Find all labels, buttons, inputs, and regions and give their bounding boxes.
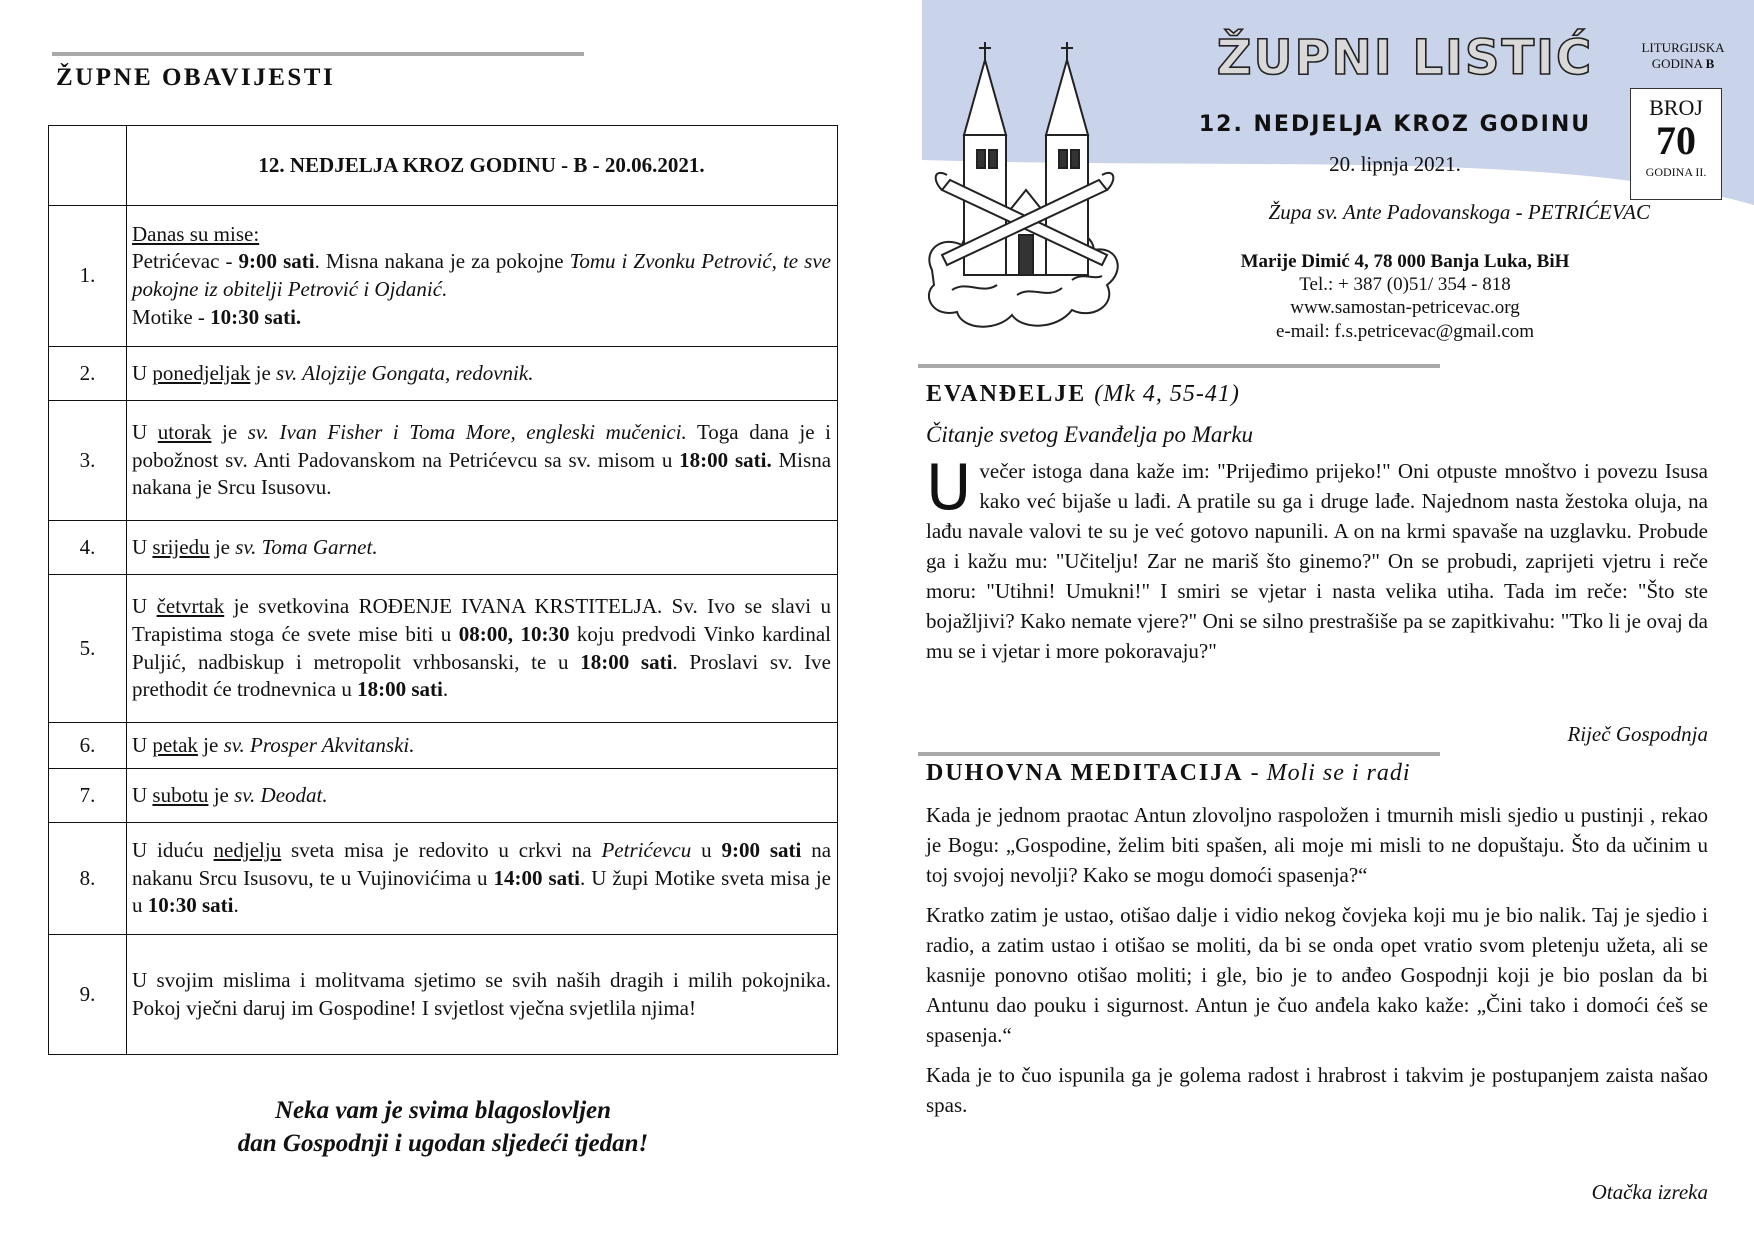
table-header-row — [49, 126, 838, 206]
issue-year: GODINA II. — [1645, 165, 1707, 179]
notices-table — [48, 125, 838, 1055]
issue-title: 12. NEDJELJA KROZ GODINU — [1198, 112, 1592, 137]
table-row — [49, 347, 838, 401]
table-row — [49, 723, 838, 769]
issue-number-label: BROJ — [1649, 95, 1703, 120]
address: Marije Dimić 4, 78 000 Banja Luka, BiH — [1240, 251, 1570, 272]
table-row — [49, 521, 838, 575]
meditation-paragraph: Kratko zatim je ustao, otišao dalje i vidio nekog čovjeka koji mu je bio nalik. Taj je sjedio i radio, a zatim ustao i otišao se moliti, da bi se onda opet vratio svom pletenju užeta, ali se kasnije ponovno otišao moliti; i gle, bio je to anđeo Gospodnji koji je bio poslan da bi Antunu dao pouku i sigurnost. Antun je čuo anđela kako kaže: „Čini tako i domoći ćeš se spasenja.“ — [926, 903, 1708, 1048]
notice-text: U srijedu je sv. Toma Garnet. — [127, 521, 838, 575]
issue-number-box — [1630, 88, 1722, 200]
table-header-title: 12. NEDJELJA KROZ GODINU - B - 20.06.2021. — [127, 126, 838, 206]
row-number: 6. — [49, 723, 127, 769]
gospel-closing: Riječ Gospodnja — [1567, 722, 1708, 746]
table-row — [49, 823, 838, 935]
issue-date: 20. lipnja 2021. — [1329, 152, 1461, 176]
website: www.samostan-petricevac.org — [1290, 297, 1520, 319]
meditation-source: Otačka izreka — [1591, 1180, 1708, 1204]
gospel-text: Uvečer istoga dana kaže im: "Prijeđimo prijeko!" Oni otpuste mnoštvo i povezu Isusa kako već bijaše u lađi. A pratile su ga i druge lađe. Najednom nasta žestoka oluja, na lađu navale valovi te su je već gotovo napunili. A on na krmi spavaše na uzglavku. Probude ga i kažu mu: "Učitelju! Zar ne mariš što ginemo?" On se probudi, zaprijeti vjetru i reče moru: "Utihni! Umukni!" I smiri se vjetar i nasta velika utiha. Tada im reče: "Što ste bojažljivi? Kako nemate vjere?" Oni se silno prestrašiše pa se zapitkivahu: "Tko li je ovaj da mu se i vjetar i more pokoravaju?" — [926, 451, 1708, 664]
notice-text: U utorak je sv. Ivan Fisher i Toma More, engleski mučenici. Toga dana je i pobožnost sv. Anti Padovanskom na Petrićevcu sa sv. misom u 18:00 sati. Misna nakana je Srcu Isusovu. — [127, 401, 838, 521]
phone: Tel.: + 387 (0)51/ 354 - 818 — [1299, 274, 1511, 296]
row-number: 8. — [49, 823, 127, 935]
table-row — [49, 769, 838, 823]
table-row — [49, 935, 838, 1055]
gospel-rule — [918, 364, 1440, 368]
row-number: 4. — [49, 521, 127, 575]
row-number: 1. — [49, 206, 127, 347]
meditation-paragraph: Kada je jednom praotac Antun zlovoljno raspoložen i tmurnih misli sjedio u pustinji , rekao je Bogu: „Gospodine, želim biti spašen, ali moje mi misli to ne dopuštaju. Što da učinim u toj svojoj nevolji? Kako se mogu domoći spasenja?“ — [926, 803, 1708, 888]
notice-text: U petak je sv. Prosper Akvitanski. — [127, 723, 838, 769]
notice-text: U subotu je sv. Deodat. — [127, 769, 838, 823]
meditation-text — [926, 800, 1708, 1130]
notices-heading: ŽUPNE OBAVIJESTI — [56, 64, 336, 91]
meditation-heading: DUHOVNA MEDITACIJA - Moli se i radi — [926, 760, 1411, 786]
parish-name: Župa sv. Ante Padovanskoga - PETRIĆEVAC — [1268, 200, 1650, 224]
top-rule — [52, 52, 584, 56]
table-row — [49, 575, 838, 723]
table-row — [49, 206, 838, 347]
gospel-heading: EVANĐELJE (Mk 4, 55-41) — [926, 381, 1240, 407]
table-row — [49, 401, 838, 521]
church-logo-icon — [922, 40, 1127, 340]
drop-cap: U — [926, 451, 972, 524]
row-number: 3. — [49, 401, 127, 521]
meditation-paragraph: Kada je to čuo ispunila ga je golema radost i hrabrost i takvim je postupanjem zaista našao spas. — [926, 1063, 1708, 1118]
row-number: 5. — [49, 575, 127, 723]
notice-text: U svojim mislima i molitvama sjetimo se svih naših dragih i milih pokojnika. Pokoj vječni daruj im Gospodine! I svjetlost vječna svjetlila njima! — [127, 935, 838, 1055]
meditation-rule — [918, 752, 1440, 756]
bulletin-title: ŽUPNI LISTIĆ — [1216, 30, 1594, 86]
notice-text: U četvrtak je svetkovina ROĐENJE IVANA KRSTITELJA. Sv. Ivo se slavi u Trapistima stoga će svete mise biti u 08:00, 10:30 koju predvodi Vinko kardinal Puljić, nadbiskup i metropolit vrhbosanski, te u 18:00 sati. Proslavi sv. Ive prethodit će trodnevnica u 18:00 sati. — [127, 575, 838, 723]
row-number: 9. — [49, 935, 127, 1055]
contact-info — [1160, 250, 1650, 343]
email: e-mail: f.s.petricevac@gmail.com — [1275, 320, 1535, 342]
blessing-text: Neka vam je svima blagoslovljen dan Gospodnji i ugodan sljedeći tjedan! — [237, 1097, 649, 1157]
notice-text: Danas su mise: Petrićevac - 9:00 sati. Misna nakana je za pokojne Tomu i Zvonku Petrović, te sve pokojne iz obitelji Petrović i Ojdanić. Motike - 10:30 sati. — [127, 206, 838, 347]
liturgical-year: LITURGIJSKA GODINA B — [1641, 40, 1725, 71]
notice-text: U iduću nedjelju sveta misa je redovito u crkvi na Petrićevcu u 9:00 sati na nakanu Srcu Isusovu, te u Vujinovićima u 14:00 sati. U župi Motike sveta misa je u 10:30 sati. — [127, 823, 838, 935]
notice-text: U ponedjeljak je sv. Alojzije Gongata, redovnik. — [127, 347, 838, 401]
row-number: 7. — [49, 769, 127, 823]
issue-number: 70 — [1656, 118, 1696, 163]
reading-title: Čitanje svetog Evanđelja po Marku — [926, 422, 1254, 447]
row-number: 2. — [49, 347, 127, 401]
